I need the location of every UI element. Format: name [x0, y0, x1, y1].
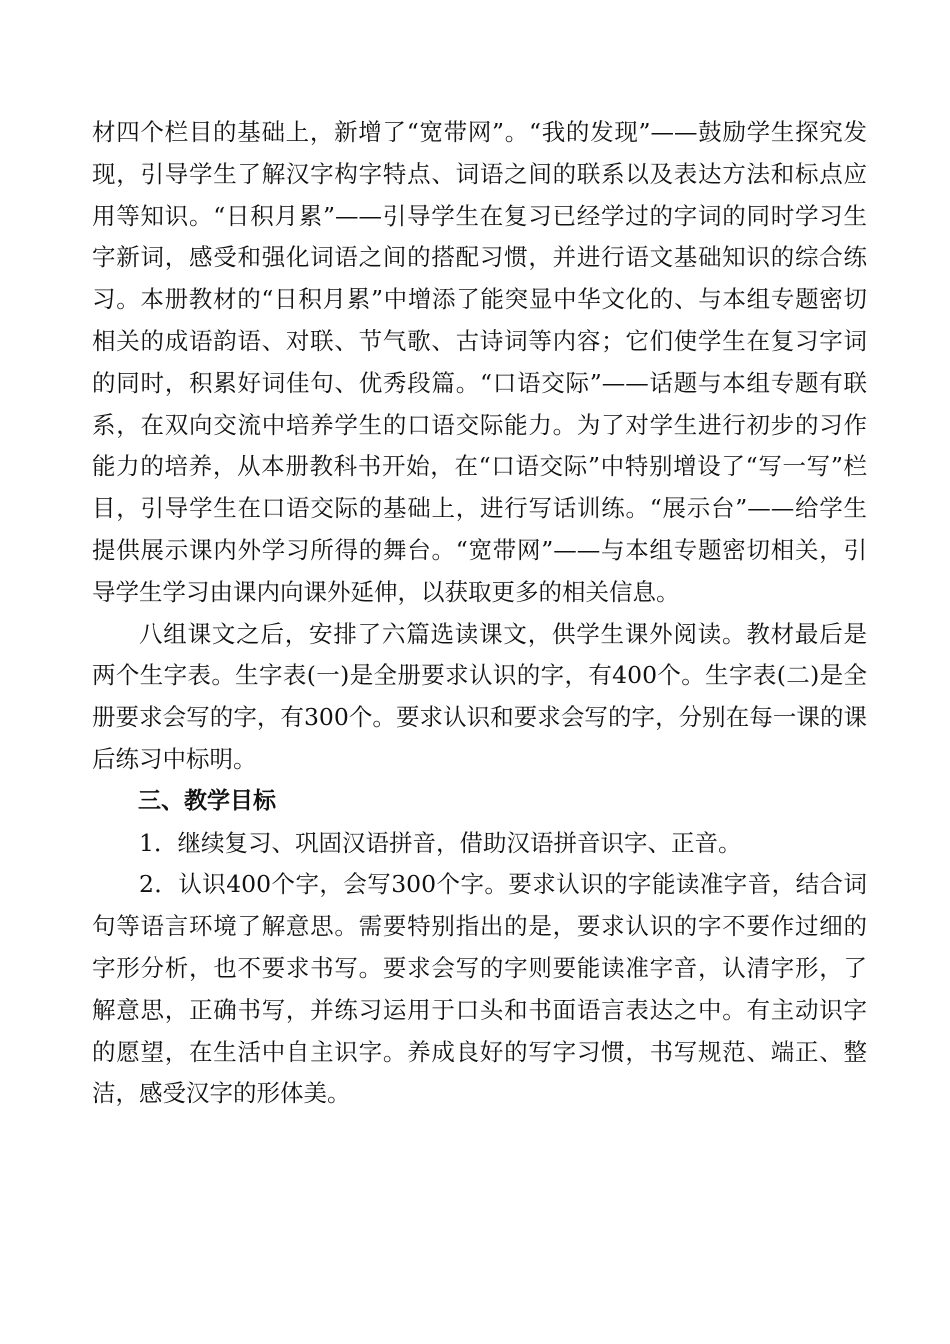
section-heading-teaching-goals: 三、教学目标	[138, 787, 276, 814]
paragraph-columns-description: 材四个栏目的基础上，新增了“宽带网”。“我的发现”——鼓励学生探究发现，引导学生了解汉字构字特点、词语之间的联系以及表达方法和标点应用等知识。“日积月累”——引导学生在复习已经学过的字词的同时学习生字新词，感受和强化词语之间的搭配习惯，并进行语文基础知识的综合练习。本册教材的“日积月累”中增添了能突显中华文化的、与本组专题密切相关的成语韵语、对联、节气歌、古诗词等内容；它们使学生在复习字词的同时，积累好词佳句、优秀段篇。“口语交际”——话题与本组专题有联系，在双向交流中培养学生的口语交际能力。为了对学生进行初步的习作能力的培养，从本册教科书开始，在“口语交际”中特别增设了“写一写”栏目，引导学生在口语交际的基础上，进行写话训练。“展示台”——给学生提供展示课内外学习所得的舞台。“宽带网”——与本组专题密切相关，引导学生学习由课内向课外延伸，以获取更多的相关信息。	[92, 118, 867, 606]
goal-item-2: 2．认识400个字，会写300个字。要求认识的字能读准字音，结合词句等语言环境了解意思。需要特别指出的是，要求认识的字不要作过细的字形分析，也不要求书写。要求会写的字则要能读准字音，认清字形，了解意思，正确书写，并练习运用于口头和书面语言表达之中。有主动识字的愿望，在生活中自主识字。养成良好的写字习惯，书写规范、端正、整洁，感受汉字的形体美。	[92, 870, 867, 1108]
goal-item-1: 1．继续复习、巩固汉语拼音，借助汉语拼音识字、正音。	[139, 828, 742, 857]
document-body	[92, 112, 867, 1115]
paragraph-reading-and-character-tables: 八组课文之后，安排了六篇选读课文，供学生课外阅读。教材最后是两个生字表。生字表(一)是全册要求认识的字，有400个。生字表(二)是全册要求会写的字，有300个。要求认识和要求会写的字，分别在每一课的课后练习中标明。	[92, 619, 867, 773]
